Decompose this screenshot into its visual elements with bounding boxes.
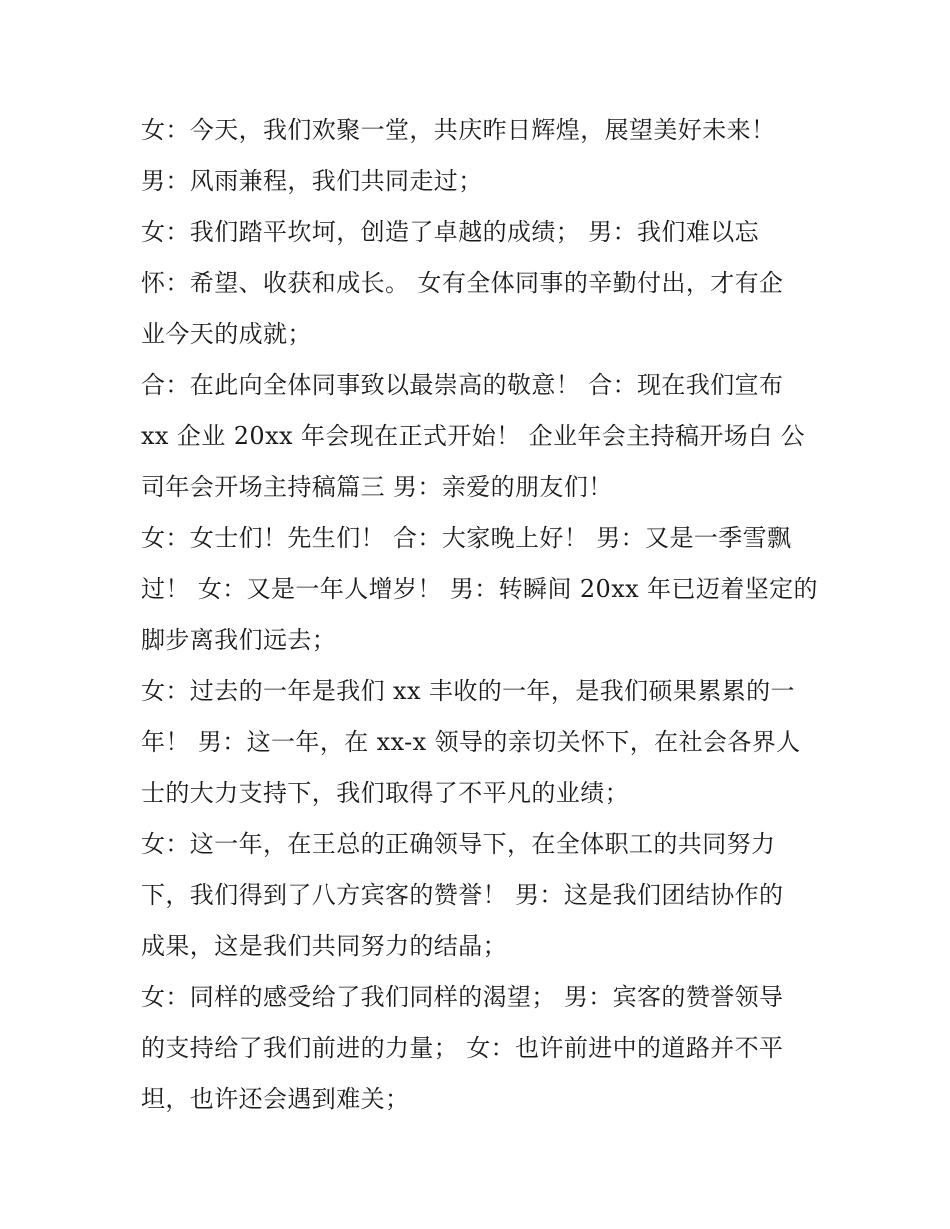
text-line-6: 合：在此向全体同事致以最崇高的敬意！ 合：现在我们宣布: [141, 371, 784, 399]
text-line-10: 过！ 女：又是一年人增岁！ 男：转瞬间 20xx 年已迈着坚定的: [141, 575, 818, 603]
text-line-13: 年！ 男：这一年，在 xx-x 领导的亲切关怀下，在社会各界人: [141, 728, 801, 756]
text-line-18: 女：同样的感受给了我们同样的渴望； 男：宾客的赞誉领导: [141, 983, 784, 1011]
text-line-12: 女：过去的一年是我们 xx 丰收的一年，是我们硕果累累的一: [141, 677, 795, 705]
text-line-1: 女：今天，我们欢聚一堂，共庆昨日辉煌，展望美好未来！: [141, 116, 776, 144]
text-line-17: 成果，这是我们共同努力的结晶；: [141, 932, 507, 960]
text-line-3: 女：我们踏平坎坷，创造了卓越的成绩； 男：我们难以忘: [141, 218, 760, 246]
text-line-7: xx 企业 20xx 年会现在正式开始！ 企业年会主持稿开场白 公: [141, 422, 806, 450]
text-line-15: 女：这一年，在王总的正确领导下，在全体职工的共同努力: [141, 830, 776, 858]
text-line-16: 下，我们得到了八方宾客的赞誉！ 男：这是我们团结协作的: [141, 881, 784, 909]
text-line-2: 男：风雨兼程，我们共同走过；: [141, 167, 483, 195]
text-line-9: 女：女士们！先生们！ 合：大家晚上好！ 男：又是一季雪飘: [141, 524, 792, 552]
text-line-20: 坦，也许还会遇到难关；: [141, 1085, 410, 1113]
text-line-11: 脚步离我们远去；: [141, 626, 337, 654]
text-line-8: 司年会开场主持稿篇三 男：亲爱的朋友们！: [141, 473, 613, 501]
text-line-19: 的支持给了我们前进的力量； 女：也许前进中的道路并不平: [141, 1034, 784, 1062]
text-line-14: 士的大力支持下，我们取得了不平凡的业绩；: [141, 779, 629, 807]
text-line-4: 怀：希望、收获和成长。 女有全体同事的辛勤付出，才有企: [141, 269, 784, 297]
text-line-5: 业今天的成就；: [141, 320, 312, 348]
document-body: [141, 105, 821, 1125]
